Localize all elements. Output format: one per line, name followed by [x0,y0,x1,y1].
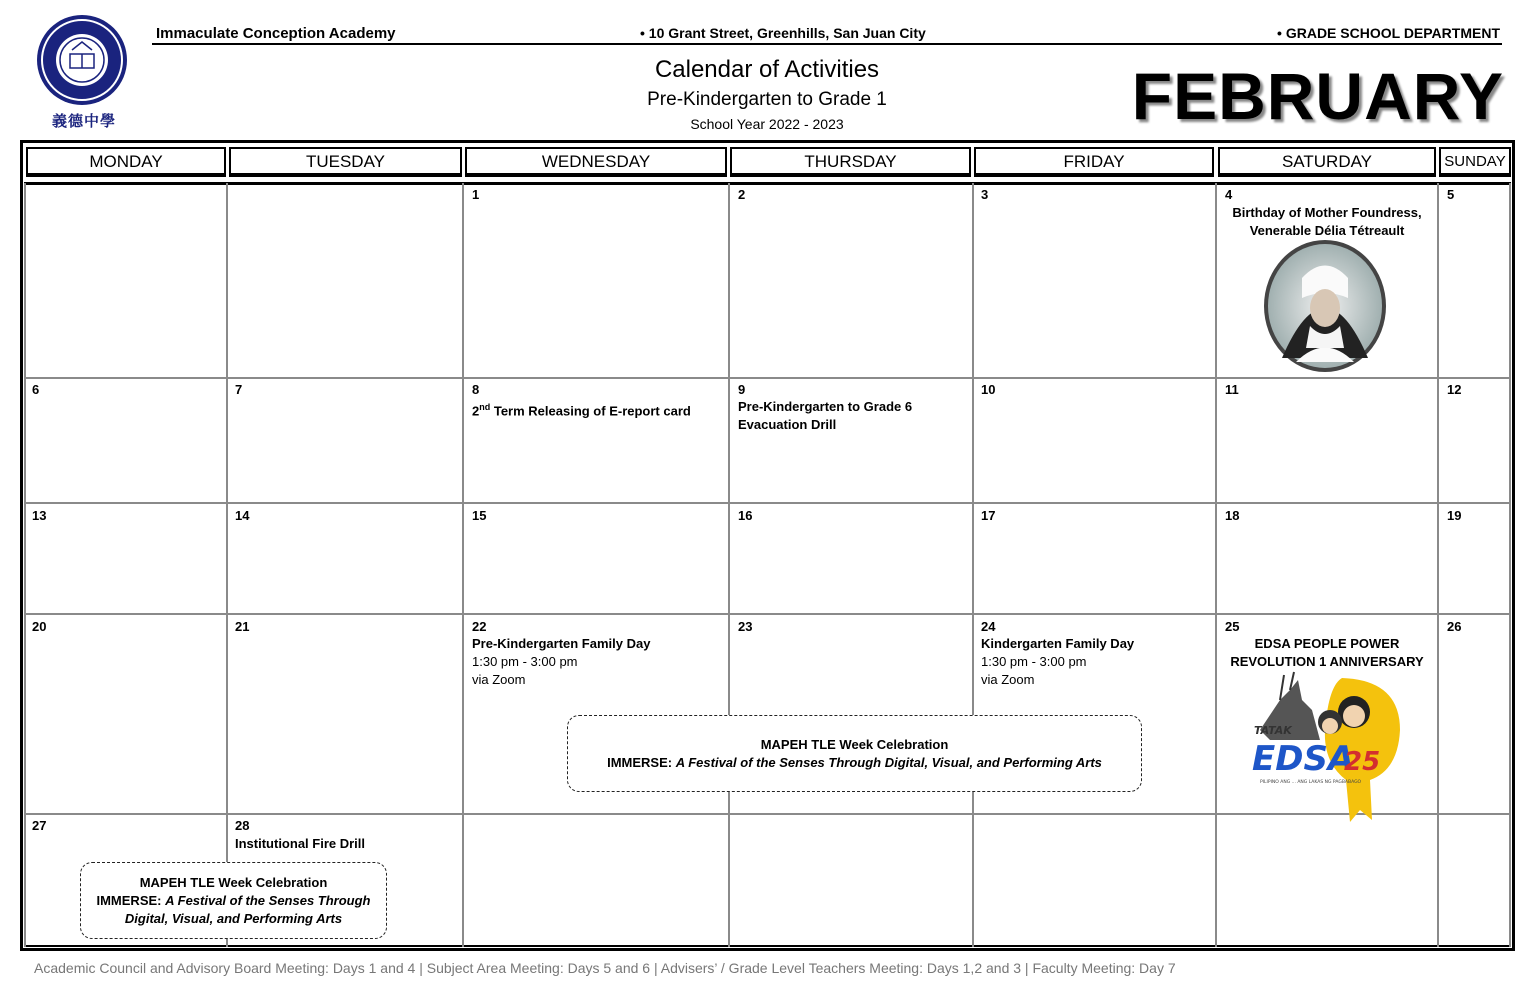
header-rule [152,43,1502,45]
grid-line [24,183,26,947]
grid-line [1215,183,1217,947]
meeting-schedule-footer: Academic Council and Advisory Board Meeting: Days 1 and 4 | Subject Area Meeting: Days 5 and 6 | Advisers’ / Grade Level Teachers Meeting: Days 1,2 and 3 | Faculty Meeting: Day 7 [34,960,1176,976]
mapeh-tle-week-banner: MAPEH TLE Week Celebration IMMERSE: A Festival of the Senses Through Digital, Visual, and Performing Arts [567,715,1142,792]
edsa-word-text: EDSA [1252,739,1355,779]
weekday-tuesday: TUESDAY [229,147,462,177]
grid-line [24,613,1511,615]
grid-line [972,183,974,947]
event-feb22: Pre-Kindergarten Family Day 1:30 pm - 3:00 pm via Zoom [472,636,651,687]
grid-line [1437,183,1439,947]
day-number: 8 [472,382,480,397]
day-number: 22 [472,619,487,634]
weekday-sunday: SUNDAY [1439,147,1511,177]
edsa-tagline-text: PILIPINO ANG ... ANG LAKAS NG PAGBABAGO [1260,780,1362,785]
weekday-friday: FRIDAY [974,147,1214,177]
grid-line [728,183,730,947]
day-number: 23 [738,619,753,634]
day-number: 7 [235,382,243,397]
grid-line [24,945,1511,947]
day-number: 15 [472,508,487,523]
grid-line [1509,183,1511,947]
day-number: 14 [235,508,250,523]
day-number: 9 [738,382,746,397]
mapeh-tle-week-banner-continued: MAPEH TLE Week Celebration IMMERSE: A Festival of the Senses Through Digital, Visual, and Performing Arts [80,862,387,939]
day-number: 25 [1225,619,1240,634]
weekday-thursday: THURSDAY [730,147,971,177]
calendar-title: Calendar of Activities [654,56,880,83]
day-number: 5 [1447,187,1455,202]
department-name: • GRADE SCHOOL DEPARTMENT [1277,25,1500,41]
day-number: 21 [235,619,250,634]
event-feb9: Pre-Kindergarten to Grade 6 Evacuation Drill [738,399,913,432]
day-number: 2 [738,187,746,202]
edsa-25-logo-icon [1250,670,1406,826]
weekday-monday: MONDAY [26,147,226,177]
day-number: 24 [981,619,996,634]
edsa-num-text: 25 [1344,747,1381,777]
day-number: 16 [738,508,753,523]
day-number: 6 [32,382,40,397]
day-number: 4 [1225,187,1233,202]
school-address: • 10 Grant Street, Greenhills, San Juan City [640,25,926,41]
grid-line [226,183,228,947]
day-number: 26 [1447,619,1462,634]
day-number: 1 [472,187,480,202]
day-number: 3 [981,187,989,202]
event-feb28: Institutional Fire Drill [235,836,366,851]
edsa-tatak-text: TATAK [1254,724,1292,737]
day-number: 20 [32,619,47,634]
grid-line [24,182,1511,185]
day-number: 19 [1447,508,1462,523]
event-feb4: Birthday of Mother Foundress, Venerable Délia Tétreault [1232,205,1422,238]
day-number: 13 [32,508,47,523]
grid-line [24,502,1511,504]
day-number: 17 [981,508,996,523]
weekday-wednesday: WEDNESDAY [465,147,727,177]
event-feb24: Kindergarten Family Day 1:30 pm - 3:00 pm via Zoom [981,636,1135,687]
calendar-subtitle: Pre-Kindergarten to Grade 1 [647,89,887,110]
day-number: 10 [981,382,996,397]
school-name: Immaculate Conception Academy [156,25,396,42]
mother-foundress-portrait-icon [1262,238,1388,374]
day-number: 27 [32,818,47,833]
weekday-saturday: SATURDAY [1218,147,1436,177]
school-seal-icon [36,14,128,106]
grid-line [462,183,464,947]
school-year: School Year 2022 - 2023 [690,116,844,132]
day-number: 11 [1225,382,1239,397]
day-number: 12 [1447,382,1462,397]
day-number: 18 [1225,508,1240,523]
month-title: FEBRUARY [1131,59,1504,133]
grid-line [24,377,1511,379]
event-feb25: EDSA PEOPLE POWER REVOLUTION 1 ANNIVERSARY [1230,636,1424,669]
event-feb8: 2nd Term Releasing of E-report card [472,402,691,419]
seal-chinese-text: 義德中學 [51,112,116,130]
day-number: 28 [235,818,250,833]
